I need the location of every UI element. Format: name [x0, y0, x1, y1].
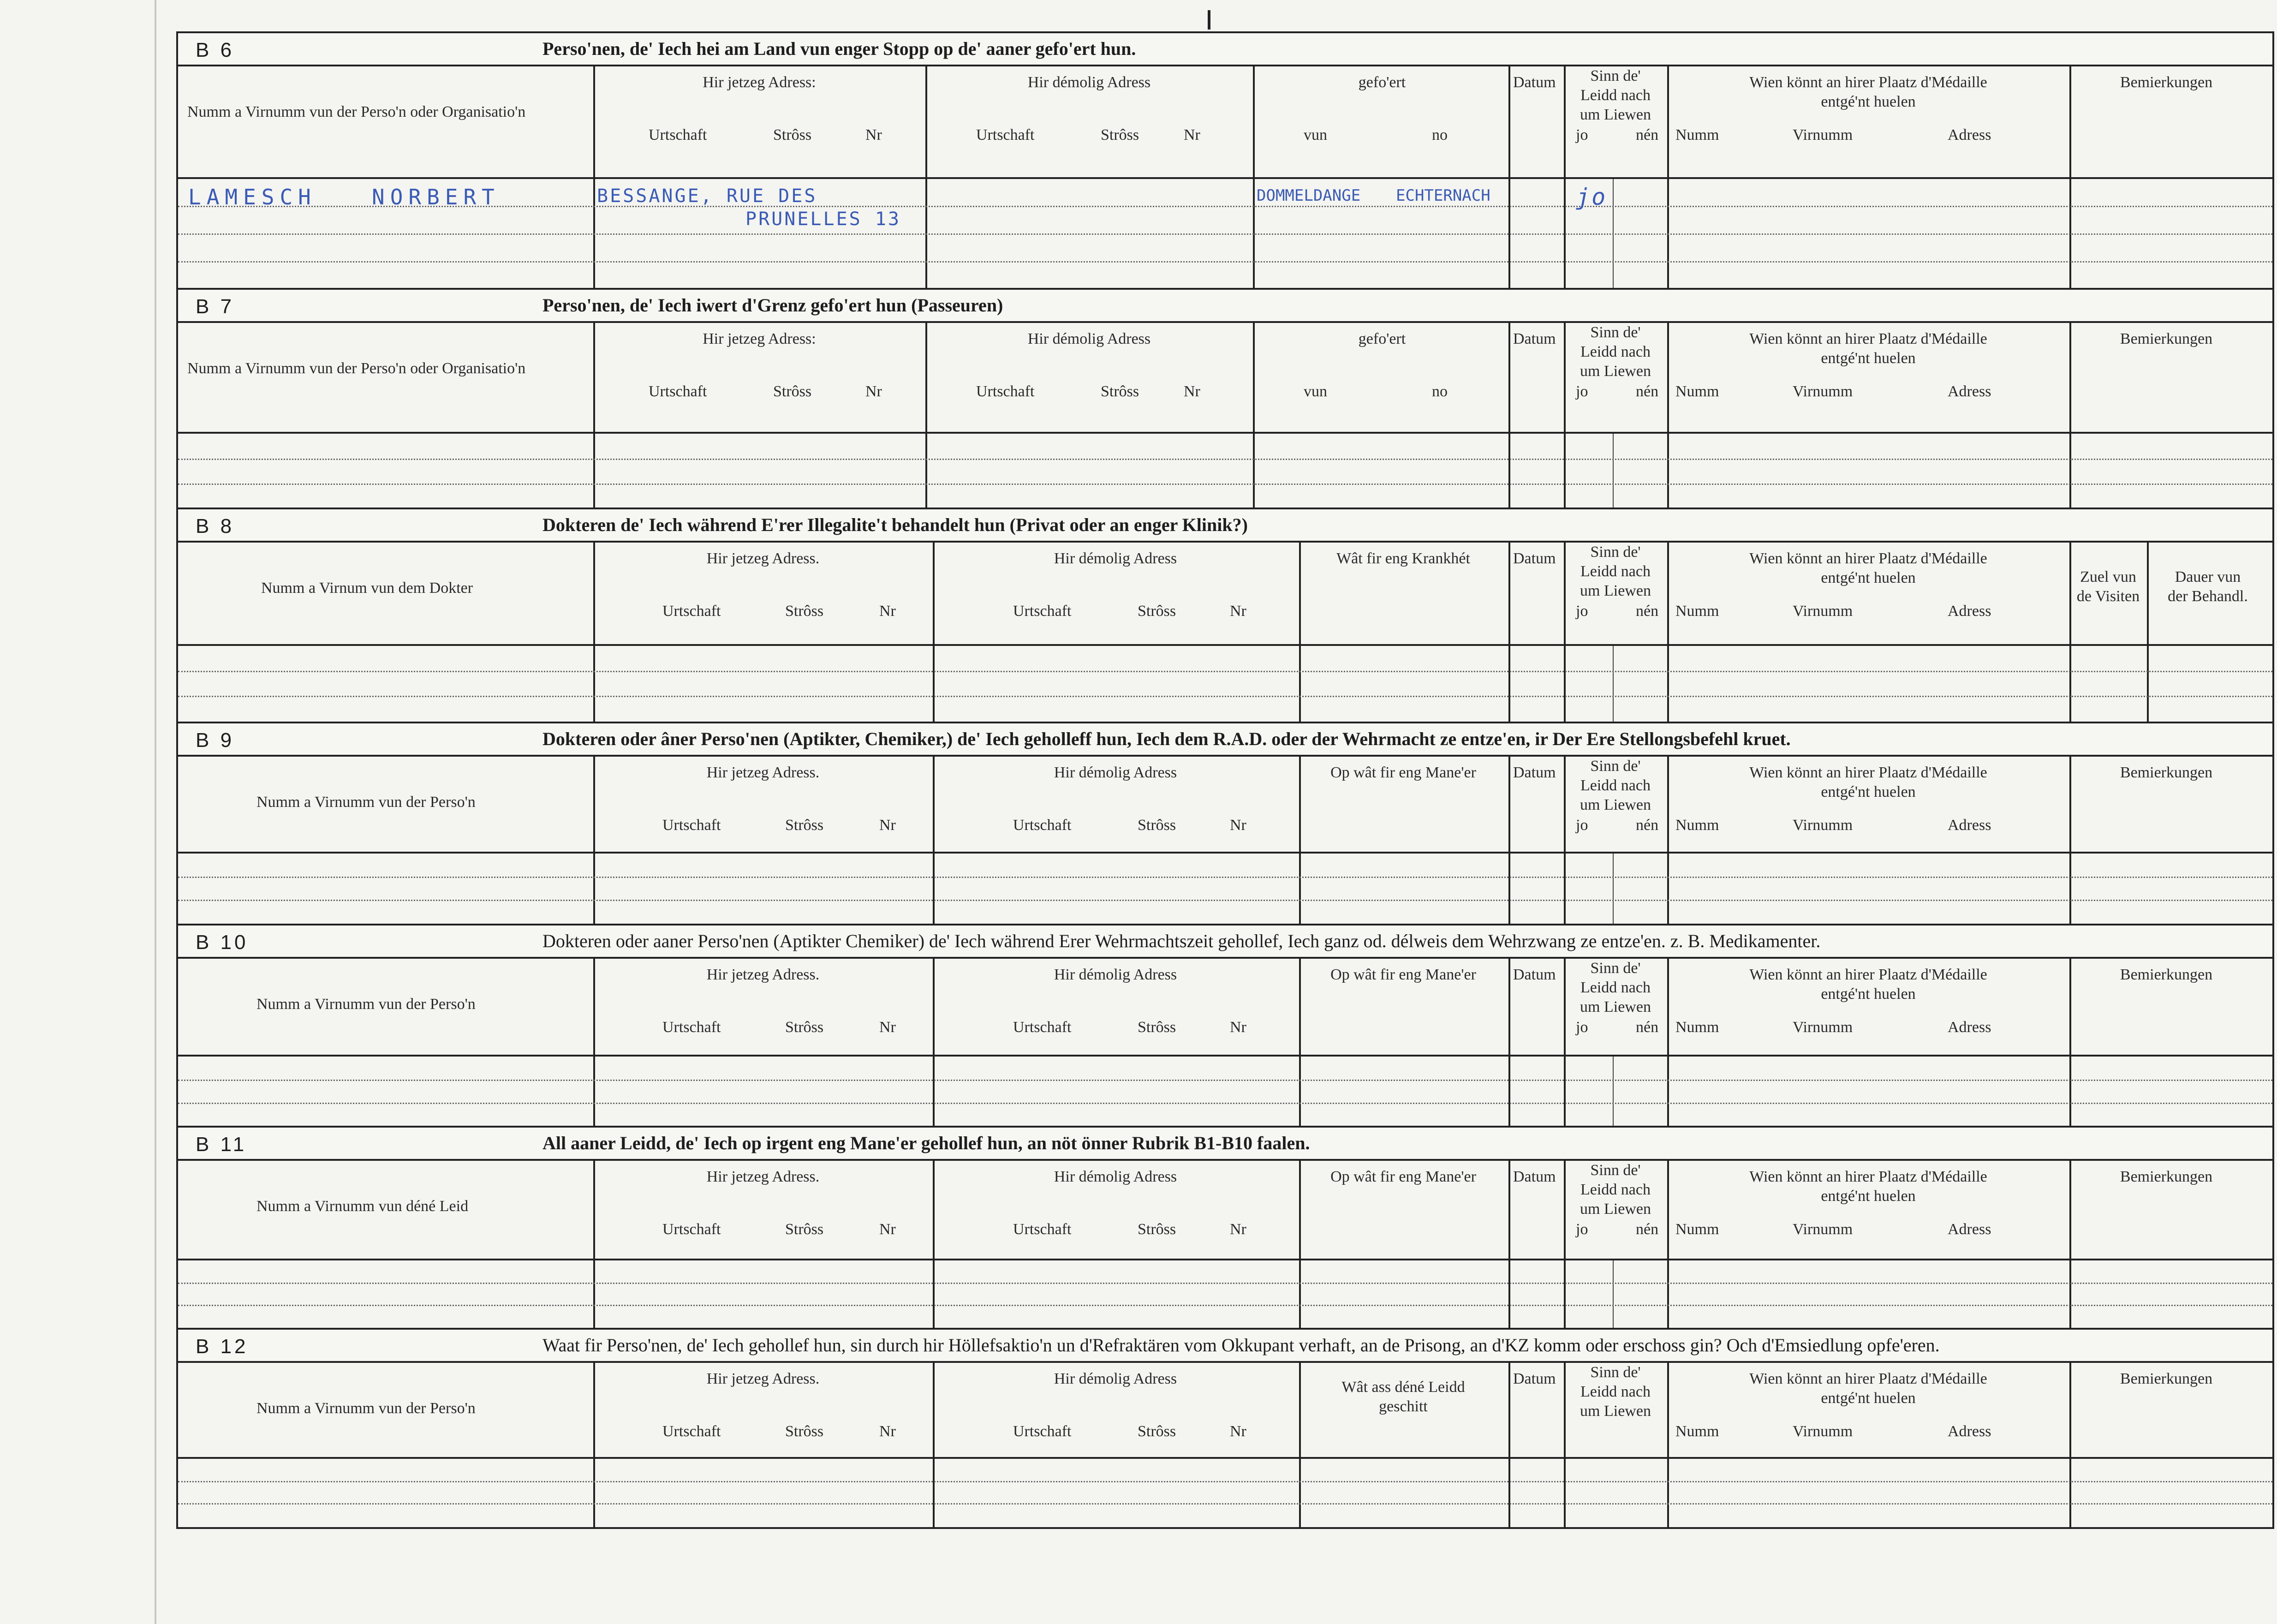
col-yes: jo — [1576, 1221, 1588, 1238]
col-firstname: Virnumm — [1793, 1019, 1853, 1036]
col-alive: Sinn de' — [1590, 543, 1641, 561]
col-no: nén — [1636, 817, 1659, 834]
col-number: Nr — [879, 603, 896, 620]
col-medal-2: entgé'nt huelen — [1821, 985, 1916, 1003]
col-name: Numm a Virnumm vun der Perso'n — [256, 794, 476, 811]
col-place: Urtschaft — [662, 1019, 721, 1036]
col-current-address: Hir jetzeg Adress. — [706, 764, 820, 781]
col-medal-2: entgé'nt huelen — [1821, 1188, 1916, 1205]
column-headers — [178, 1161, 2272, 1260]
col-remarks: Bemierkungen — [2120, 764, 2213, 781]
col-alive-3: um Liewen — [1580, 582, 1651, 599]
col-place: Urtschaft — [976, 383, 1035, 400]
col-date: Datum — [1513, 74, 1556, 91]
col-no: nén — [1636, 383, 1659, 400]
col-place: Urtschaft — [662, 1221, 721, 1238]
col-former-address: Hir démolig Adress — [1054, 966, 1177, 983]
col-street: Strôss — [785, 1019, 824, 1036]
column-headers — [178, 959, 2272, 1057]
entry-firstname: NORBERT — [372, 185, 500, 209]
entry-address-line1: BESSANGE, RUE DES — [597, 185, 817, 207]
section-code: B 9 — [196, 729, 235, 752]
col-number: Nr — [1230, 1423, 1246, 1440]
entry-rows — [178, 646, 2272, 722]
column-headers — [178, 323, 2272, 434]
entry-to: ECHTERNACH — [1396, 186, 1490, 205]
col-place: Urtschaft — [1013, 1221, 1072, 1238]
col-current-address: Hir jetzeg Adress. — [706, 966, 820, 983]
entry-address-line2: PRUNELLES 13 — [745, 209, 901, 230]
col-street: Strôss — [773, 126, 812, 143]
col-surname: Numm — [1675, 603, 1719, 620]
col-visits-2: de Visiten — [2076, 588, 2140, 605]
col-date: Datum — [1513, 1370, 1556, 1387]
col-illness: Wât fir eng Krankhét — [1336, 550, 1470, 567]
col-firstname: Virnumm — [1793, 817, 1853, 834]
entry-surname: LAMESCH — [188, 185, 316, 209]
col-manner: Op wât fir eng Mane'er — [1330, 1168, 1476, 1185]
col-firstname: Virnumm — [1793, 1423, 1853, 1440]
col-yes: jo — [1576, 1019, 1588, 1036]
col-place: Urtschaft — [662, 817, 721, 834]
section-code: B 8 — [196, 515, 235, 537]
col-alive-3: um Liewen — [1580, 1403, 1651, 1420]
section-header — [178, 723, 2272, 757]
col-duration: Dauer vun — [2175, 568, 2241, 585]
col-former-address: Hir démolig Adress — [1054, 764, 1177, 781]
section-title: Perso'nen, de' Iech iwert d'Grenz gefo'ert hun (Passeuren) — [542, 295, 1003, 316]
column-headers — [178, 757, 2272, 854]
col-manner: Op wât fir eng Mane'er — [1330, 764, 1476, 781]
paper-edge — [155, 0, 156, 1624]
col-place: Urtschaft — [662, 603, 721, 620]
col-alive-3: um Liewen — [1580, 363, 1651, 380]
col-street: Strôss — [1138, 1221, 1176, 1238]
col-doctor-name: Numm a Virnum vun dem Dokter — [261, 579, 473, 597]
col-place: Urtschaft — [1013, 603, 1072, 620]
col-no: nén — [1636, 126, 1659, 143]
col-number: Nr — [1230, 603, 1246, 620]
col-number: Nr — [1230, 1019, 1246, 1036]
section-code: B 7 — [196, 295, 235, 318]
col-alive-2: Leidd nach — [1580, 1181, 1651, 1198]
col-date: Datum — [1513, 550, 1556, 567]
col-no: nén — [1636, 603, 1659, 620]
col-street: Strôss — [1101, 383, 1139, 400]
col-to: no — [1432, 383, 1448, 400]
col-former-address: Hir démolig Adress — [1054, 1370, 1177, 1387]
col-alive-2: Leidd nach — [1580, 87, 1651, 104]
col-alive-3: um Liewen — [1580, 998, 1651, 1015]
col-remarks: Bemierkungen — [2120, 330, 2213, 347]
col-number: Nr — [1184, 383, 1200, 400]
col-alive-3: um Liewen — [1580, 1200, 1651, 1218]
col-name: Numm a Virnumm vun déné Leid — [256, 1198, 469, 1215]
section-b12 — [176, 1328, 2274, 1529]
col-alive-2: Leidd nach — [1580, 777, 1651, 794]
col-no: nén — [1636, 1221, 1659, 1238]
form — [176, 31, 2274, 1529]
section-header — [178, 1330, 2272, 1363]
col-surname: Numm — [1675, 1019, 1719, 1036]
col-name: Numm a Virnumm vun der Perso'n oder Organisatio'n — [187, 360, 526, 377]
col-duration-2: der Behandl. — [2168, 588, 2248, 605]
col-remarks: Bemierkungen — [2120, 966, 2213, 983]
section-code: B 11 — [196, 1133, 247, 1156]
col-alive-3: um Liewen — [1580, 796, 1651, 813]
section-header — [178, 509, 2272, 543]
col-firstname: Virnumm — [1793, 603, 1853, 620]
col-from: vun — [1304, 383, 1327, 400]
section-title: All aaner Leidd, de' Iech op irgent eng Mane'er gehollef hun, an nöt önner Rubrik B1-B10 faalen. — [542, 1133, 1310, 1153]
section-title: Waat fir Perso'nen, de' Iech gehollef hun, sin durch hir Höllefsaktio'n un d'Refraktären vom Okkupant verhaft, an de Prisong, an d'KZ komm oder erschoss gin? Och d'Emsiedlung opfe'eren. — [542, 1335, 1940, 1355]
section-b6 — [176, 31, 2274, 288]
col-former-address: Hir démolig Adress — [1054, 1168, 1177, 1185]
col-firstname: Virnumm — [1793, 126, 1853, 143]
col-street: Strôss — [785, 1423, 824, 1440]
col-alive-2: Leidd nach — [1580, 343, 1651, 360]
col-current-address: Hir jetzeg Adress. — [706, 1370, 820, 1387]
col-street: Strôss — [1138, 1019, 1176, 1036]
col-firstname: Virnumm — [1793, 1221, 1853, 1238]
col-street: Strôss — [1138, 1423, 1176, 1440]
col-current-address: Hir jetzeg Adress: — [703, 74, 816, 91]
col-medal: Wien könnt an hirer Plaatz d'Médaille — [1749, 764, 1987, 781]
col-current-address: Hir jetzeg Adress. — [706, 1168, 820, 1185]
col-surname: Numm — [1675, 126, 1719, 143]
section-code: B 10 — [196, 931, 249, 954]
col-number: Nr — [1184, 126, 1200, 143]
col-medal: Wien könnt an hirer Plaatz d'Médaille — [1749, 74, 1987, 91]
entry-rows — [178, 1459, 2272, 1527]
section-b7 — [176, 288, 2274, 508]
col-name: Numm a Virnumm vun der Perso'n — [256, 1400, 476, 1417]
col-driven: gefo'ert — [1358, 330, 1406, 347]
col-former-address: Hir démolig Adress — [1054, 550, 1177, 567]
section-header — [178, 290, 2272, 323]
col-address: Adress — [1948, 603, 1991, 620]
col-medal-2: entgé'nt huelen — [1821, 350, 1916, 367]
col-surname: Numm — [1675, 1221, 1719, 1238]
col-current-address: Hir jetzeg Adress. — [706, 550, 820, 567]
col-street: Strôss — [785, 603, 824, 620]
entry-from: DOMMELDANGE — [1257, 186, 1361, 205]
entry-rows — [178, 434, 2272, 508]
col-alive: Sinn de' — [1590, 758, 1641, 775]
col-street: Strôss — [1138, 817, 1176, 834]
col-number: Nr — [879, 1019, 896, 1036]
col-address: Adress — [1948, 817, 1991, 834]
section-title: Perso'nen, de' Iech hei am Land vun enger Stopp op de' aaner gefo'ert hun. — [542, 38, 1136, 59]
column-headers — [178, 1363, 2272, 1459]
col-no: nén — [1636, 1019, 1659, 1036]
section-b9 — [176, 722, 2274, 924]
col-street: Strôss — [785, 817, 824, 834]
section-title: Dokteren oder aaner Perso'nen (Aptikter Chemiker) de' Iech während Erer Wehrmachtszeit gehollef, Iech ganz od. délweis dem Wehrzwang ze entze'en. z. B. Medikamenter. — [542, 931, 1821, 951]
section-header — [178, 33, 2272, 66]
col-address: Adress — [1948, 383, 1991, 400]
col-alive-3: um Liewen — [1580, 106, 1651, 123]
col-alive-2: Leidd nach — [1580, 979, 1651, 996]
section-b11 — [176, 1126, 2274, 1328]
col-alive-2: Leidd nach — [1580, 563, 1651, 580]
section-code: B 12 — [196, 1335, 249, 1358]
col-place: Urtschaft — [1013, 1423, 1072, 1440]
col-medal-2: entgé'nt huelen — [1821, 1390, 1916, 1407]
col-place: Urtschaft — [649, 383, 707, 400]
section-code: B 6 — [196, 39, 235, 61]
col-yes: jo — [1576, 383, 1588, 400]
col-former-address: Hir démolig Adress — [1027, 330, 1151, 347]
col-street: Strôss — [1101, 126, 1139, 143]
col-number: Nr — [865, 126, 882, 143]
col-remarks: Bemierkungen — [2120, 1168, 2213, 1185]
entry-rows — [178, 854, 2272, 924]
col-address: Adress — [1948, 1019, 1991, 1036]
col-street: Strôss — [785, 1221, 824, 1238]
col-number: Nr — [879, 1423, 896, 1440]
col-medal-2: entgé'nt huelen — [1821, 93, 1916, 110]
col-alive: Sinn de' — [1590, 324, 1641, 341]
col-medal-2: entgé'nt huelen — [1821, 569, 1916, 586]
col-alive: Sinn de' — [1590, 67, 1641, 84]
col-number: Nr — [879, 1221, 896, 1238]
col-medal: Wien könnt an hirer Plaatz d'Médaille — [1749, 550, 1987, 567]
col-street: Strôss — [1138, 603, 1176, 620]
entry-rows — [178, 179, 2272, 288]
entry-rows — [178, 1260, 2272, 1328]
col-current-address: Hir jetzeg Adress: — [703, 330, 816, 347]
section-b8 — [176, 508, 2274, 722]
col-visits: Zuel vun — [2080, 568, 2136, 585]
col-surname: Numm — [1675, 383, 1719, 400]
col-address: Adress — [1948, 1423, 1991, 1440]
col-date: Datum — [1513, 1168, 1556, 1185]
col-medal: Wien könnt an hirer Plaatz d'Médaille — [1749, 330, 1987, 347]
col-place: Urtschaft — [976, 126, 1035, 143]
col-number: Nr — [1230, 1221, 1246, 1238]
col-medal: Wien könnt an hirer Plaatz d'Médaille — [1749, 966, 1987, 983]
column-headers — [178, 66, 2272, 179]
col-date: Datum — [1513, 330, 1556, 347]
col-yes: jo — [1576, 126, 1588, 143]
section-header — [178, 925, 2272, 959]
col-alive-2: Leidd nach — [1580, 1383, 1651, 1400]
col-address: Adress — [1948, 126, 1991, 143]
col-yes: jo — [1576, 603, 1588, 620]
col-driven: gefo'ert — [1358, 74, 1406, 91]
col-former-address: Hir démolig Adress — [1027, 74, 1151, 91]
col-date: Datum — [1513, 764, 1556, 781]
col-date: Datum — [1513, 966, 1556, 983]
col-name: Numm a Virnumm vun der Perso'n — [256, 996, 476, 1013]
col-remarks: Bemierkungen — [2120, 1370, 2213, 1387]
col-place: Urtschaft — [662, 1423, 721, 1440]
col-place: Urtschaft — [649, 126, 707, 143]
col-number: Nr — [1230, 817, 1246, 834]
section-title: Dokteren oder âner Perso'nen (Aptikter, Chemiker,) de' Iech geholleff hun, Iech dem R.A.D. oder der Wehrmacht ze entze'en, ir Der Ere Stellongsbefehl kruet. — [542, 728, 1791, 749]
section-header — [178, 1128, 2272, 1161]
col-place: Urtschaft — [1013, 817, 1072, 834]
col-manner: Op wât fir eng Mane'er — [1330, 966, 1476, 983]
section-title: Dokteren de' Iech während E'rer Illegalite't behandelt hun (Privat oder an enger Klinik?) — [542, 514, 1248, 535]
col-remarks: Bemierkungen — [2120, 74, 2213, 91]
entry-rows — [178, 1057, 2272, 1126]
col-what-happened-2: geschitt — [1379, 1398, 1428, 1415]
col-place: Urtschaft — [1013, 1019, 1072, 1036]
col-street: Strôss — [773, 383, 812, 400]
col-from: vun — [1304, 126, 1327, 143]
col-medal: Wien könnt an hirer Plaatz d'Médaille — [1749, 1370, 1987, 1387]
entry-alive: jo — [1576, 184, 1608, 210]
col-alive: Sinn de' — [1590, 960, 1641, 977]
section-b10 — [176, 924, 2274, 1126]
col-number: Nr — [879, 817, 896, 834]
col-alive: Sinn de' — [1590, 1162, 1641, 1179]
col-alive: Sinn de' — [1590, 1364, 1641, 1381]
col-name: Numm a Virnumm vun der Perso'n oder Organisatio'n — [187, 103, 526, 120]
col-number: Nr — [865, 383, 882, 400]
col-firstname: Virnumm — [1793, 383, 1853, 400]
column-headers — [178, 543, 2272, 646]
col-what-happened: Wât ass déné Leidd — [1341, 1379, 1465, 1396]
top-tick-mark — [1208, 10, 1210, 30]
col-yes: jo — [1576, 817, 1588, 834]
col-surname: Numm — [1675, 1423, 1719, 1440]
col-to: no — [1432, 126, 1448, 143]
col-medal-2: entgé'nt huelen — [1821, 783, 1916, 800]
col-medal: Wien könnt an hirer Plaatz d'Médaille — [1749, 1168, 1987, 1185]
col-surname: Numm — [1675, 817, 1719, 834]
col-address: Adress — [1948, 1221, 1991, 1238]
